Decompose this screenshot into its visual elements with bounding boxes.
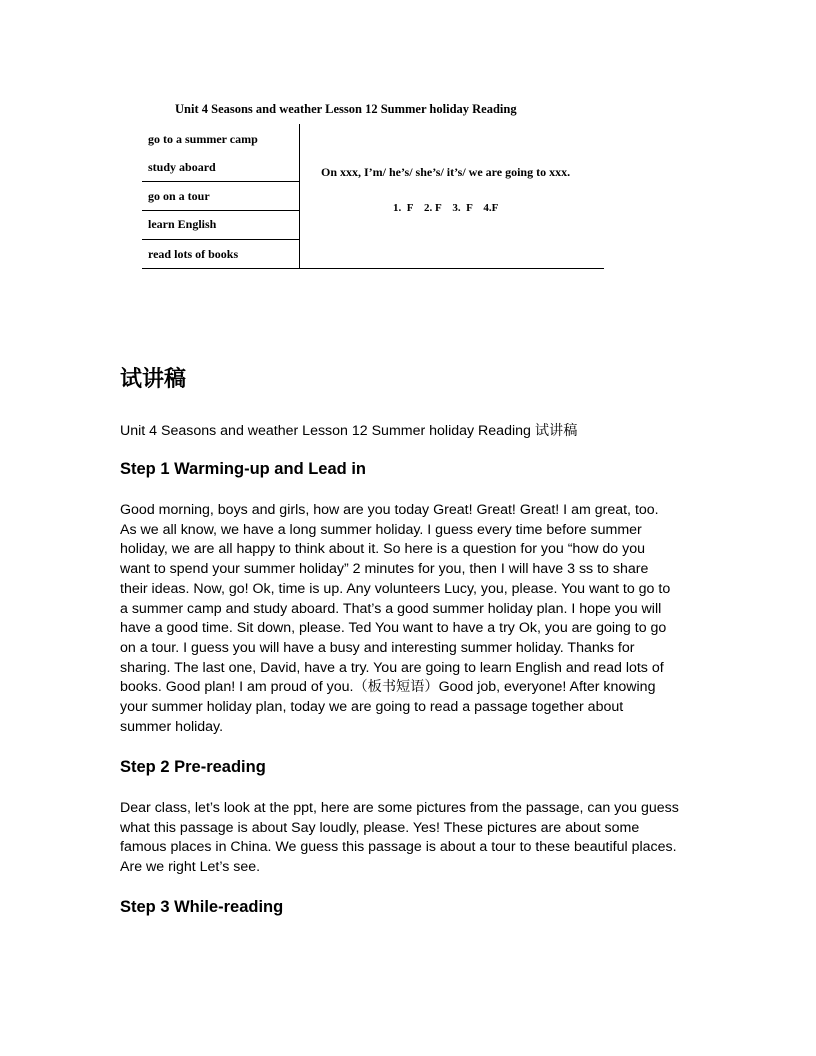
divider <box>142 181 299 182</box>
paragraph-line: summer holiday. <box>120 718 224 735</box>
divider <box>142 210 299 211</box>
phrase-column <box>142 124 300 269</box>
paragraph-line: want to spend your summer holiday” 2 minutes for you, then I will have 3 ss to share <box>120 561 649 578</box>
board-phrase: learn English <box>148 217 217 231</box>
board-phrase: study aboard <box>148 160 216 174</box>
paragraph-line: on a tour. I guess you will have a busy and interesting summer holiday. Thanks for <box>120 639 635 656</box>
step-paragraph <box>120 501 700 737</box>
paragraph-line: As we all know, we have a long summer holiday. I guess every time before summer <box>120 521 642 538</box>
paragraph-line: Dear class, let’s look at the ppt, here are some pictures from the passage, can you guess <box>120 800 679 816</box>
step-heading: Step 1 Warming-up and Lead in <box>120 460 366 478</box>
board-answers: 1. F 2. F 3. F 4.F <box>393 202 499 214</box>
paragraph-line: sharing. The last one, David, have a try. You are going to learn English and read lots of <box>120 659 664 676</box>
blackboard-design <box>142 124 604 269</box>
divider <box>142 239 299 240</box>
step-heading: Step 3 While-reading <box>120 898 284 916</box>
board-sentence-pattern: On xxx, I’m/ he’s/ she’s/ it’s/ we are going to xxx. <box>321 165 571 179</box>
board-phrase: go on a tour <box>148 189 210 203</box>
document-subtitle: Unit 4 Seasons and weather Lesson 12 Summer holiday Reading 试讲稿 <box>120 423 578 439</box>
step-heading: Step 2 Pre-reading <box>120 758 266 776</box>
paragraph-line: your summer holiday plan, today we are going to read a passage together about <box>120 699 624 716</box>
step-paragraph <box>120 799 700 878</box>
divider <box>299 268 604 269</box>
paragraph-line: holiday, we are all happy to think about it. So here is a question for you “how do you <box>120 541 645 558</box>
paragraph-line: a summer camp and study aboard. That’s a good summer holiday plan. I hope you will <box>120 600 662 617</box>
paragraph-line: have a good time. Sit down, please. Ted You want to have a try Ok, you are going to go <box>120 620 667 637</box>
board-phrase: go to a summer camp <box>148 132 258 146</box>
paragraph-line: famous places in China. We guess this passage is about a tour to these beautiful places. <box>120 839 677 856</box>
paragraph-line: their ideas. Now, go! Ok, time is up. Any volunteers Lucy, you, please. You want to go to <box>120 580 671 597</box>
document-heading: 试讲稿 <box>120 367 187 392</box>
paragraph-line: Are we right Let’s see. <box>120 859 261 876</box>
paragraph-line: what this passage is about Say loudly, please. Yes! These pictures are about some <box>120 819 640 836</box>
paragraph-line: books. Good plan! I am proud of you.（板书短语）Good job, everyone! After knowing <box>120 679 656 696</box>
blackboard-title: Unit 4 Seasons and weather Lesson 12 Summer holiday Reading <box>175 102 517 116</box>
paragraph-line: Good morning, boys and girls, how are you today Great! Great! Great! I am great, too. <box>120 502 659 518</box>
board-phrase: read lots of books <box>148 247 239 261</box>
